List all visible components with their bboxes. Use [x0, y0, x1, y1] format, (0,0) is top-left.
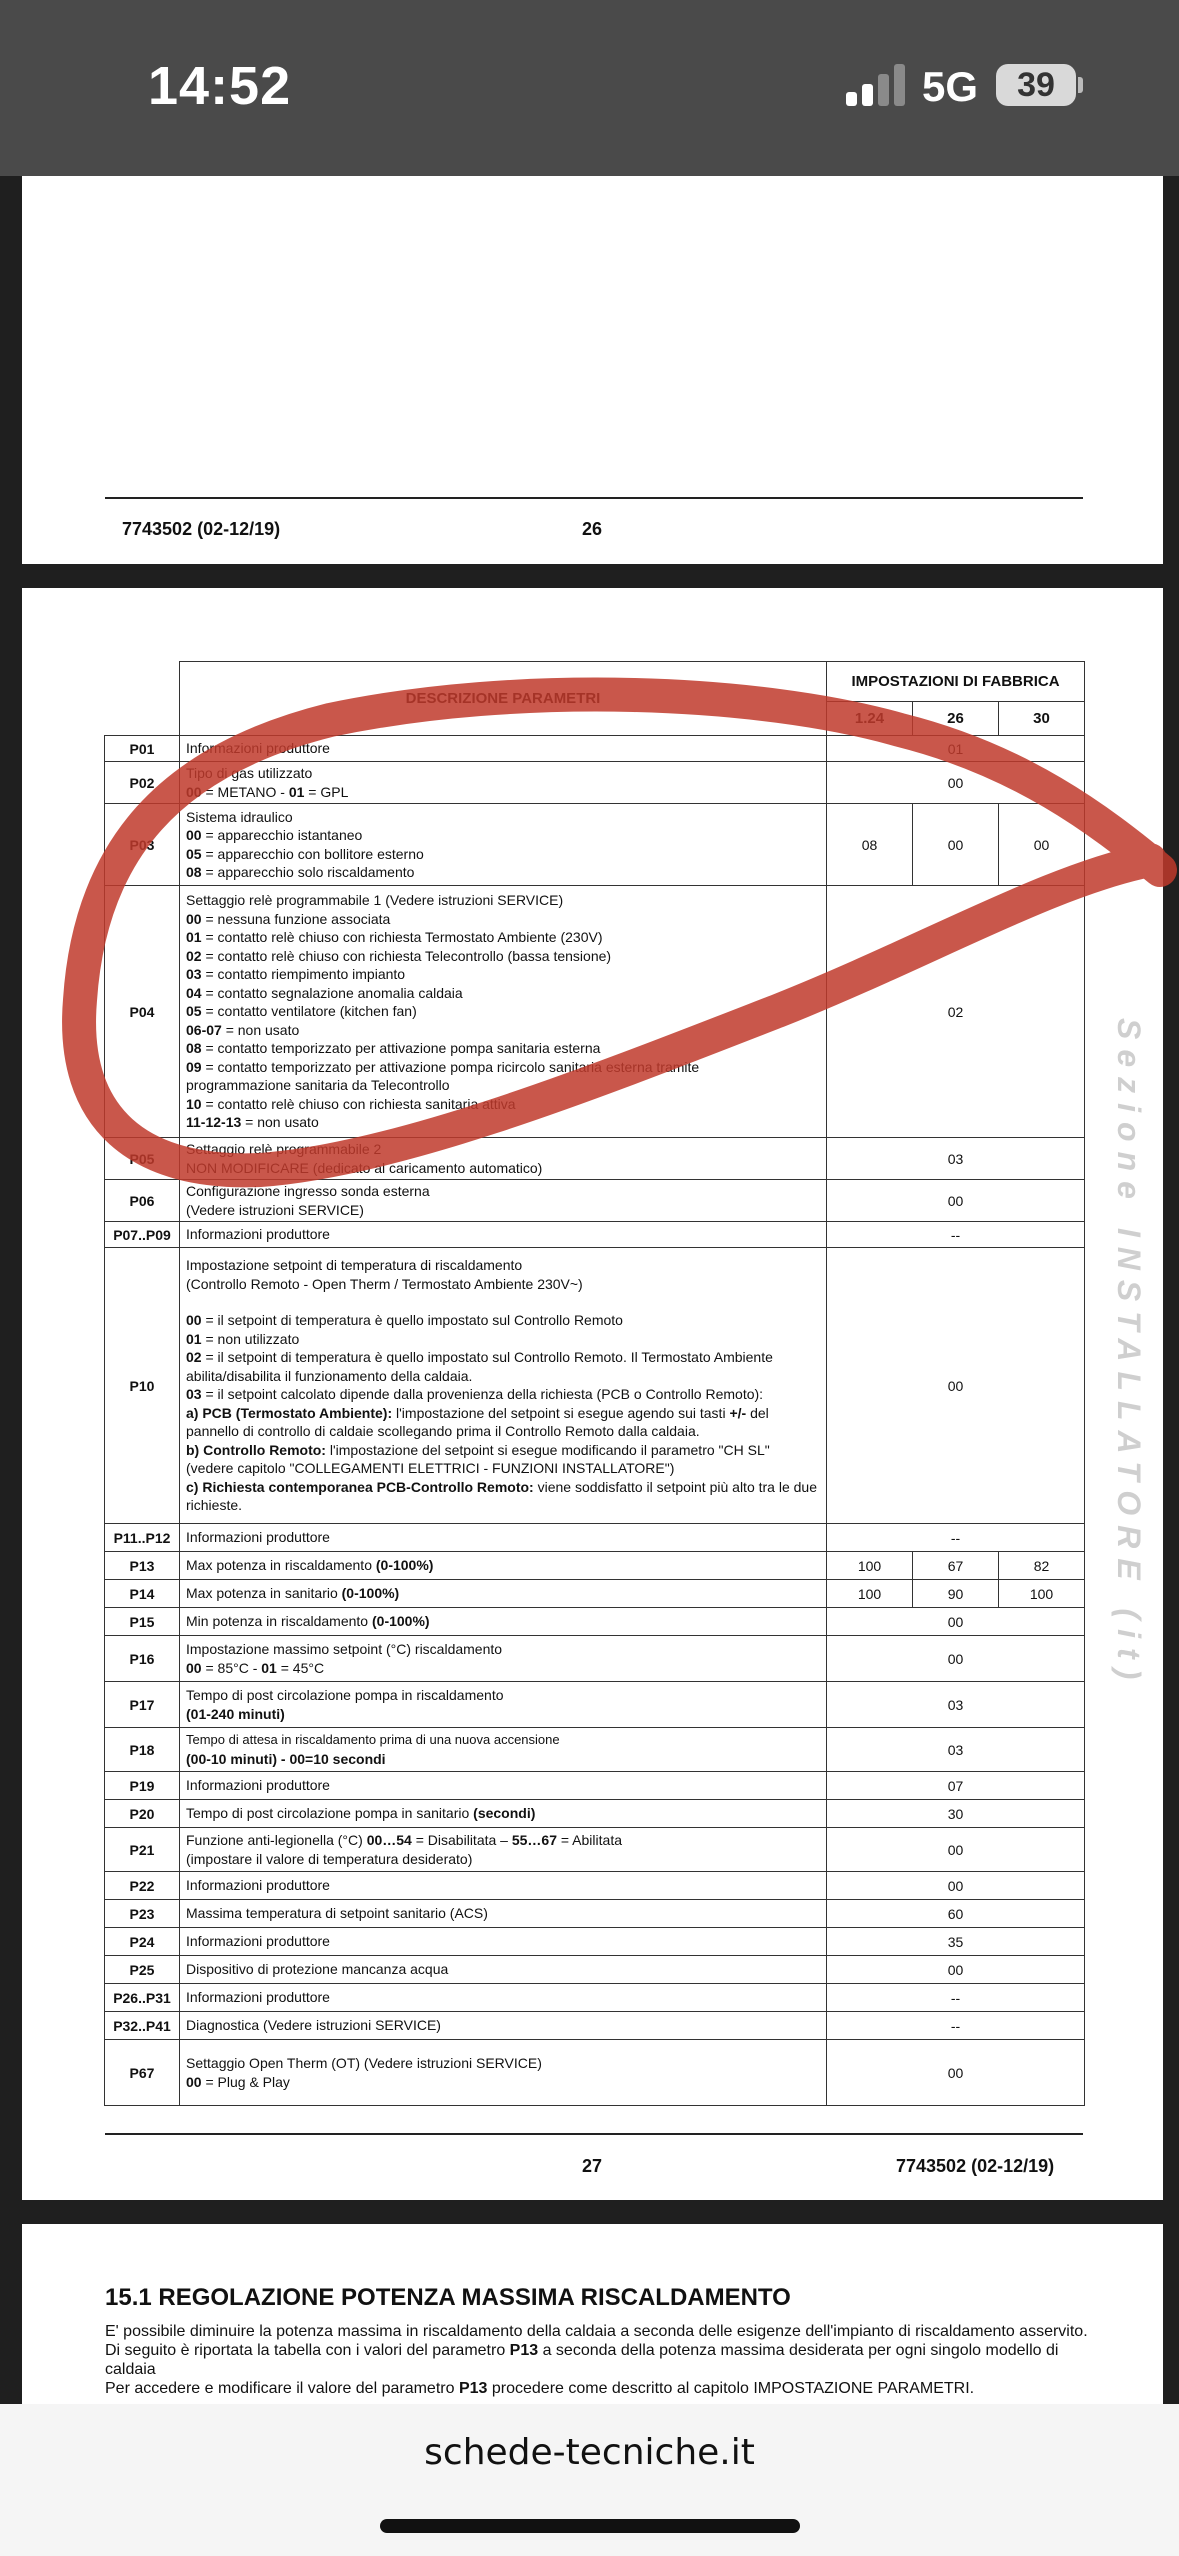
desc-line: 10 = contatto relè chiuso con richiesta sanitaria attiva — [186, 1095, 516, 1112]
desc-line: 03 = il setpoint calcolato dipende dalla provenienza della richiesta (PCB o Controllo Remoto): — [186, 1386, 764, 1403]
desc-line: Funzione anti-legionella (°C) 00…54 = Disabilitata – 55…67 = Abilitata — [186, 1832, 622, 1848]
status-bar — [0, 0, 1179, 176]
param-value: 03 — [827, 1728, 1085, 1772]
header-col-1: 1.24 — [827, 702, 913, 736]
desc-line: 08 = apparecchio solo riscaldamento — [186, 864, 415, 880]
page-number: 26 — [582, 519, 603, 539]
table-row — [105, 1552, 1085, 1580]
param-value: 60 — [827, 1900, 1085, 1928]
param-desc — [180, 1636, 827, 1682]
param-code: P67 — [105, 2040, 180, 2106]
table-row — [105, 736, 1085, 762]
status-time: 14:52 — [148, 56, 292, 116]
param-desc — [180, 1828, 827, 1872]
desc-line: a) PCB (Termostato Ambiente): l'impostazione del setpoint si esegue agendo sui tasti +/- del pannello di controllo di caldaie scollegando prima il Controllo Remoto dalla caldaia. — [186, 1404, 769, 1440]
address-bar-url[interactable]: schede-tecniche.it — [424, 2432, 755, 2473]
desc-line: 00 = 85°C - 01 = 45°C — [186, 1659, 325, 1676]
desc-line: (impostare il valore di temperatura desiderato) — [186, 1850, 473, 1867]
desc-line: c) Richiesta contemporanea PCB-Controllo Remoto: viene soddisfatto il setpoint più alto tra le due richieste. — [186, 1478, 817, 1514]
param-code: P22 — [105, 1872, 180, 1900]
param-value: 00 — [827, 1872, 1085, 1900]
header-factory: IMPOSTAZIONI DI FABBRICA — [827, 662, 1085, 702]
desc-line: (Controllo Remoto - Open Therm / Termostato Ambiente 230V~) — [186, 1275, 583, 1292]
desc-line: Impostazione massimo setpoint (°C) riscaldamento — [186, 1641, 503, 1657]
param-value: -- — [827, 1984, 1085, 2012]
param-code: P14 — [105, 1580, 180, 1608]
param-value: 00 — [827, 1636, 1085, 1682]
desc-line: 01 = contatto relè chiuso con richiesta Termostato Ambiente (230V) — [186, 929, 603, 946]
param-desc: Max potenza in sanitario (0-100%) — [180, 1580, 827, 1608]
desc-line: 00 = Plug & Play — [186, 2073, 290, 2090]
table-row — [105, 1608, 1085, 1636]
param-desc — [180, 762, 827, 804]
param-code: P19 — [105, 1772, 180, 1800]
param-value: 00 — [827, 1956, 1085, 1984]
param-code: P24 — [105, 1928, 180, 1956]
doc-code: 7743502 (02-12/19) — [122, 519, 281, 539]
param-value: 35 — [827, 1928, 1085, 1956]
desc-line: 02 = il setpoint di temperatura è quello impostato sul Controllo Remoto. Il Termostato Ambiente abilita/disabilita il funzionamento della caldaia. — [186, 1349, 773, 1384]
table-row — [105, 1248, 1085, 1524]
desc-line: 02 = contatto relè chiuso con richiesta Telecontrollo (bassa tensione) — [186, 947, 612, 964]
param-value: 30 — [827, 1800, 1085, 1828]
desc-line: 08 = contatto temporizzato per attivazione pompa sanitaria esterna — [186, 1040, 601, 1057]
desc-line: 04 = contatto segnalazione anomalia caldaia — [186, 984, 463, 1001]
param-desc — [180, 1180, 827, 1222]
param-value: 00 — [827, 1828, 1085, 1872]
param-code: P25 — [105, 1956, 180, 1984]
desc-line: 00 = apparecchio istantaneo — [186, 827, 363, 843]
desc-line: Settaggio relè programmabile 1 (Vedere istruzioni SERVICE) — [186, 892, 564, 909]
desc-line: 05 = apparecchio con bollitore esterno — [186, 845, 424, 862]
param-desc: Informazioni produttore — [180, 1928, 827, 1956]
table-row — [105, 1956, 1085, 1984]
param-value: 82 — [999, 1552, 1085, 1580]
page-number: 27 — [582, 2156, 603, 2176]
table-row — [105, 1180, 1085, 1222]
desc-line: (00-10 minuti) - 00=10 secondi — [186, 1750, 386, 1767]
table-row — [105, 1728, 1085, 1772]
param-code: P04 — [105, 886, 180, 1138]
param-desc — [180, 2040, 827, 2106]
table-row — [105, 762, 1085, 804]
desc-line: (01-240 minuti) — [186, 1705, 285, 1722]
desc-line: Settaggio relè programmabile 2 — [186, 1141, 382, 1157]
param-desc — [180, 886, 827, 1138]
table-row — [105, 1636, 1085, 1682]
paragraph: Per accedere e modificare il valore del parametro P13 procedere come descritto al capitolo IMPOSTAZIONE PARAMETRI. — [105, 2380, 975, 2397]
param-value: -- — [827, 2012, 1085, 2040]
param-value: 03 — [827, 1682, 1085, 1728]
header-col-3: 30 — [999, 702, 1085, 736]
battery-tip — [1078, 77, 1083, 93]
param-code: P07..P09 — [105, 1222, 180, 1248]
param-code: P13 — [105, 1552, 180, 1580]
signal-icon — [846, 62, 906, 106]
param-desc: Diagnostica (Vedere istruzioni SERVICE) — [180, 2012, 827, 2040]
param-value: 00 — [913, 804, 999, 886]
desc-line: Tempo di post circolazione pompa in riscaldamento — [186, 1687, 504, 1703]
table-row — [105, 1222, 1085, 1248]
param-value: 100 — [999, 1580, 1085, 1608]
param-code: P01 — [105, 736, 180, 762]
param-code: P21 — [105, 1828, 180, 1872]
param-code: P23 — [105, 1900, 180, 1928]
desc-line: Settaggio Open Therm (OT) (Vedere istruzioni SERVICE) — [186, 2055, 542, 2071]
param-value: 00 — [827, 1180, 1085, 1222]
doc-code: 7743502 (02-12/19) — [896, 2156, 1055, 2176]
param-value: 67 — [913, 1552, 999, 1580]
section-title: 15.1 REGOLAZIONE POTENZA MASSIMA RISCALDAMENTO — [105, 2284, 791, 2311]
param-code: P11..P12 — [105, 1524, 180, 1552]
param-desc — [180, 1248, 827, 1524]
param-value: 01 — [827, 736, 1085, 762]
param-code: P06 — [105, 1180, 180, 1222]
param-value: -- — [827, 1222, 1085, 1248]
param-desc: Informazioni produttore — [180, 1872, 827, 1900]
param-desc: Max potenza in riscaldamento (0-100%) — [180, 1552, 827, 1580]
browser-bottom-bar — [0, 2404, 1179, 2556]
param-code: P02 — [105, 762, 180, 804]
param-code: P26..P31 — [105, 1984, 180, 2012]
table-row — [105, 1580, 1085, 1608]
desc-line: Tipo di gas utilizzato — [186, 765, 313, 781]
param-value: 100 — [827, 1580, 913, 1608]
param-code: P03 — [105, 804, 180, 886]
param-value: 03 — [827, 1138, 1085, 1180]
table-row — [105, 1682, 1085, 1728]
param-desc — [180, 804, 827, 886]
param-desc — [180, 1138, 827, 1180]
param-value: -- — [827, 1524, 1085, 1552]
paragraph: E' possibile diminuire la potenza massima in riscaldamento della caldaia a seconda delle esigenze dell'impianto di riscaldamento asservito. Di seguito è riportata la tabella con i valori del parametro P13 a seconda della potenza massima desiderata per ogni singolo modello di caldaia — [105, 2323, 1088, 2378]
param-desc: Informazioni produttore — [180, 1772, 827, 1800]
param-value: 08 — [827, 804, 913, 886]
desc-line: 00 = METANO - 01 = GPL — [186, 783, 349, 800]
desc-line: b) Controllo Remoto: l'impostazione del setpoint si esegue modificando il parametro "CH SL" (vedere capitolo "COLLEGAMENTI ELETTRICI - FUNZIONI INSTALLATORE") — [186, 1441, 770, 1477]
table-row — [105, 886, 1085, 1138]
parameters-table — [104, 661, 1085, 2106]
desc-line: 05 = contatto ventilatore (kitchen fan) — [186, 1003, 417, 1020]
param-code: P20 — [105, 1800, 180, 1828]
param-desc: Informazioni produttore — [180, 736, 827, 762]
table-row — [105, 2012, 1085, 2040]
param-value: 100 — [827, 1552, 913, 1580]
desc-line: NON MODIFICARE (dedicato al caricamento automatico) — [186, 1159, 543, 1176]
param-desc: Informazioni produttore — [180, 1222, 827, 1248]
desc-line: programmazione sanitaria da Telecontrollo — [186, 1077, 450, 1094]
table-row — [105, 1900, 1085, 1928]
param-value: 00 — [827, 1608, 1085, 1636]
header-description: DESCRIZIONE PARAMETRI — [180, 662, 827, 736]
table-row — [105, 2040, 1085, 2106]
desc-line: Impostazione setpoint di temperatura di riscaldamento — [186, 1257, 523, 1274]
home-indicator[interactable] — [380, 2519, 800, 2533]
param-code: P17 — [105, 1682, 180, 1728]
param-desc: Min potenza in riscaldamento (0-100%) — [180, 1608, 827, 1636]
param-desc: Informazioni produttore — [180, 1984, 827, 2012]
param-value: 90 — [913, 1580, 999, 1608]
desc-line: 00 = il setpoint di temperatura è quello impostato sul Controllo Remoto — [186, 1312, 623, 1329]
param-value: 00 — [999, 804, 1085, 886]
table-row — [105, 1772, 1085, 1800]
document-page-27 — [22, 588, 1163, 2200]
desc-line: 06-07 = non usato — [186, 1021, 300, 1038]
battery-icon: 39 — [996, 64, 1076, 106]
desc-line: 09 = contatto temporizzato per attivazione pompa ricircolo sanitaria esterna tramite — [186, 1058, 700, 1075]
desc-line: Configurazione ingresso sonda esterna — [186, 1183, 430, 1199]
desc-line: Sistema idraulico — [186, 808, 293, 825]
table-row — [105, 1828, 1085, 1872]
param-desc: Informazioni produttore — [180, 1524, 827, 1552]
param-desc: Massima temperatura di setpoint sanitario (ACS) — [180, 1900, 827, 1928]
table-row — [105, 804, 1085, 886]
param-code: P05 — [105, 1138, 180, 1180]
desc-line: 00 = nessuna funzione associata — [186, 910, 391, 927]
document-page-26 — [22, 176, 1163, 564]
footer-rule — [105, 2133, 1083, 2135]
param-value: 00 — [827, 762, 1085, 804]
table-row — [105, 1928, 1085, 1956]
param-value: 02 — [827, 886, 1085, 1138]
table-row — [105, 1138, 1085, 1180]
table-row — [105, 1984, 1085, 2012]
header-col-2: 26 — [913, 702, 999, 736]
param-desc: Dispositivo di protezione mancanza acqua — [180, 1956, 827, 1984]
param-desc — [180, 1682, 827, 1728]
param-desc — [180, 1728, 827, 1772]
param-desc: Tempo di post circolazione pompa in sanitario (secondi) — [180, 1800, 827, 1828]
param-code: P15 — [105, 1608, 180, 1636]
section-body — [105, 2322, 1095, 2398]
desc-line: (Vedere istruzioni SERVICE) — [186, 1201, 364, 1218]
param-code: P16 — [105, 1636, 180, 1682]
table-row — [105, 1800, 1085, 1828]
param-code: P18 — [105, 1728, 180, 1772]
desc-line: Tempo di attesa in riscaldamento prima di una nuova accensione — [186, 1732, 560, 1747]
desc-line: 01 = non utilizzato — [186, 1330, 300, 1347]
network-label: 5G — [922, 63, 979, 110]
param-code: P32..P41 — [105, 2012, 180, 2040]
desc-line: 03 = contatto riempimento impianto — [186, 966, 406, 983]
param-code: P10 — [105, 1248, 180, 1524]
table-row — [105, 1872, 1085, 1900]
param-value: 07 — [827, 1772, 1085, 1800]
param-value: 00 — [827, 2040, 1085, 2106]
table-row — [105, 1524, 1085, 1552]
footer-rule — [105, 497, 1083, 499]
param-value: 00 — [827, 1248, 1085, 1524]
desc-line: 11-12-13 = non usato — [186, 1114, 319, 1131]
section-side-label: Sezione INSTALLATORE (it) — [1111, 1018, 1147, 1690]
